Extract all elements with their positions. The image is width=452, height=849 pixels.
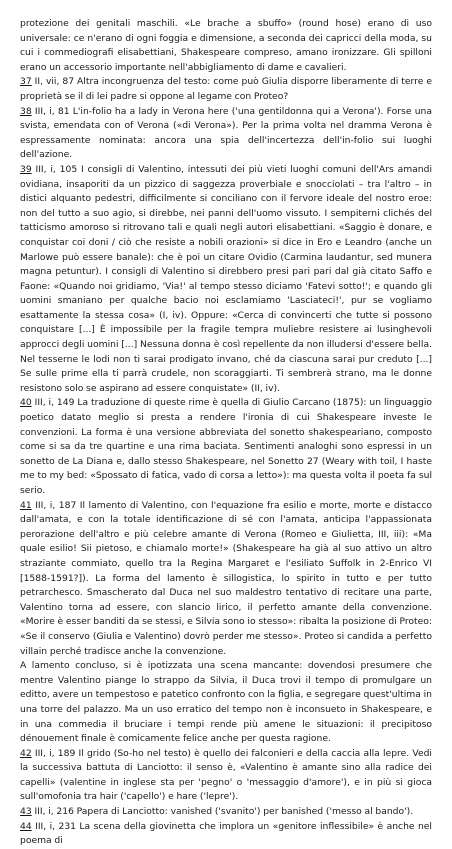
note-text: III, i, 216 Papera di Lanciotto: vanished ('svanito') per banished ('messo al bando'). bbox=[34, 806, 414, 818]
note-number: 44 bbox=[20, 820, 32, 832]
note-39 bbox=[20, 163, 432, 397]
note-37 bbox=[20, 75, 432, 104]
note-text: III, i, 231 La scena della giovinetta che implora un «genitore inflessibile» è anche nel poema di bbox=[20, 820, 432, 847]
note-41 bbox=[20, 499, 432, 660]
note-42 bbox=[20, 747, 432, 805]
note-40 bbox=[20, 396, 432, 498]
note-number: 38 bbox=[20, 105, 32, 117]
note-43 bbox=[20, 805, 432, 820]
note-number: 39 bbox=[20, 163, 32, 175]
note-number: 37 bbox=[20, 76, 32, 88]
note-number: 42 bbox=[20, 747, 32, 759]
note-41-paragraph-2 bbox=[20, 659, 432, 747]
note-number: 43 bbox=[20, 806, 32, 818]
note-continuation bbox=[20, 17, 432, 75]
note-number: 40 bbox=[20, 397, 32, 409]
note-text: III, i, 187 Il lamento di Valentino, con l'equazione fra esilio e morte, morte e distacco dall'amata, e con la totale identificazione di sé con l'amata, anticipa l'appassionata perorazione dell'altro e più celebre amante di Verona (Romeo e Giulietta, III, iii): «Ma quale esilio! Sii pietoso, e chiamalo morte!» (Shakespeare ha già al suo attivo un altro straziante commiato, quello tra la Regina Margaret e l'esiliato Suffolk in 2-Enrico VI [1588-1591?]). La forma del lamento è sillogistica, lo spirito in tutto e per tutto petrarchesco. Smascherato dal Duca nel suo maldestro tentativo di recitare una parte, Valentino torna ad essere, con slancio lirico, il perfetto amante della convenzione. «Morire è esser banditi da se stessi, e Silvia sono io stesso»: ribalta la posizione di Proteo: «Se il conservo (Giulia e Valentino) dovrò perder me stesso». Proteo si candida a perfetto villain perché tradisce anche la convenzione. bbox=[20, 499, 432, 657]
note-text: III, i, 189 Il grido (So-ho nel testo) è quello dei falconieri e della caccia alla lepre. Vedi la successiva battuta di Lanciotto: il senso è, «Valentino è amante sino alla radice dei capelli» (valentine in inglese sta per 'pegno' o 'messaggio d'amore'), e in più si gioca sull'omofonia tra hair ('capello') e hare ('lepre'). bbox=[20, 747, 432, 803]
note-38 bbox=[20, 105, 432, 163]
note-text: III, i, 149 La traduzione di queste rime è quella di Giulio Carcano (1875): un linguaggio poetico datato meglio si presta a rendere l'ironia di cui Shakespeare investe le convenzioni. La forma è una versione abbreviata del sonetto shakespeariano, composto come si sa da tre quartine e una rima baciata. Sentimenti analoghi sono espressi in un sonetto de La Diana e, dallo stesso Shakespeare, nel Sonetto 27 (Weary with toil, I haste me to my bed: «Spossato di fatica, vado di corsa a letto»): ma questa volta il poeta fa sul serio. bbox=[20, 397, 432, 496]
note-number: 41 bbox=[20, 499, 32, 511]
note-44 bbox=[20, 820, 432, 849]
note-text: III, i, 105 I consigli di Valentino, intessuti dei più vieti luoghi comuni dell'Ars amandi ovidiana, insaporiti da un pizzico di saggezza proverbiale e snocciolati – tra l'altro – in distici alquanto pedestri, difficilmente si conciliano con il fervore ideale del nostro eroe: non del tutto a suo agio, si direbbe, nei panni dell'uomo vissuto. I sempiterni clichés del tatticismo amoroso si ritrovano tali e quali negli autori elisabettiani. «Saggio è donare, e conquistar coi doni / ciò che resiste a nobili orazioni» si dice in Ero e Leandro (anche un Marlowe può essere banale): che è poi un citare Ovidio (Carmina laudantur, sed munera magna petuntur). I consigli di Valentino si direbbero presi pari pari dal già citato Saffo e Faone: «Quando noi gridiamo, 'Via!' al tempo stesso diciamo 'Fatevi sotto!'; e quando gli uomini smaniano per qualche bacio noi esclamiamo 'Lasciateci!', pur se vogliamo esattamente la stessa cosa» (I, iv). Oppure: «Cerca di convincerti che tutte si possono conquistare [...] È impossibile per la fragile tempra muliebre resistere ai lusinghevoli approcci degli uomini [...] Nessuna donna è così repellente da non illudersi d'essere bella. Nel tesserne le lodi non ti sarai prodigato invano, ché da ciascuna sarai pur creduto [...] Se sulle prime ella ti parrà crudele, non scoraggiarti. Ti sembrerà strano, ma le donne resistono solo se aspirano ad essere conquistate» (II, iv). bbox=[20, 163, 432, 394]
note-text: protezione dei genitali maschili. «Le brache a sbuffo» (round hose) erano di uso universale: ce n'erano di ogni foggia e dimensione, a seconda dei capricci della moda, su cui i commediografi elisabettiani, Shakespeare compreso, amano ironizzare. Gli spilloni erano un accessorio importante nell'abbigliamento di dame e cavalieri. bbox=[20, 18, 432, 73]
note-text: A lamento concluso, si è ipotizzata una scena mancante: dovendosi presumere che mentre Valentino piange lo strappo da Silvia, il Duca trovi il tempo di promulgare un editto, avere un tempestoso e patetico confronto con la figlia, e segregare quest'ultima in una torre del palazzo. Ma un uso erratico del tempo non è inconsueto in Shakespeare, e in una commedia il bruciare i tempi rende più amene le situazioni: il precipitoso dénouement finale è comicamente felice anche per questa ragione. bbox=[20, 660, 432, 745]
note-text: II, vii, 87 Altra incongruenza del testo: come può Giulia disporre liberamente di terre e proprietà se il di lei padre si oppone al legame con Proteo? bbox=[20, 76, 432, 102]
note-text: III, i, 81 L'in-folio ha a lady in Verona here ('una gentildonna qui a Verona'). Forse una svista, emendata con of Verona («di Verona»). Per la prima volta nel dramma Verona è espressamente nominata: ancora una spia dell'incertezza dell'in-folio sui luoghi dell'azione. bbox=[20, 105, 432, 161]
